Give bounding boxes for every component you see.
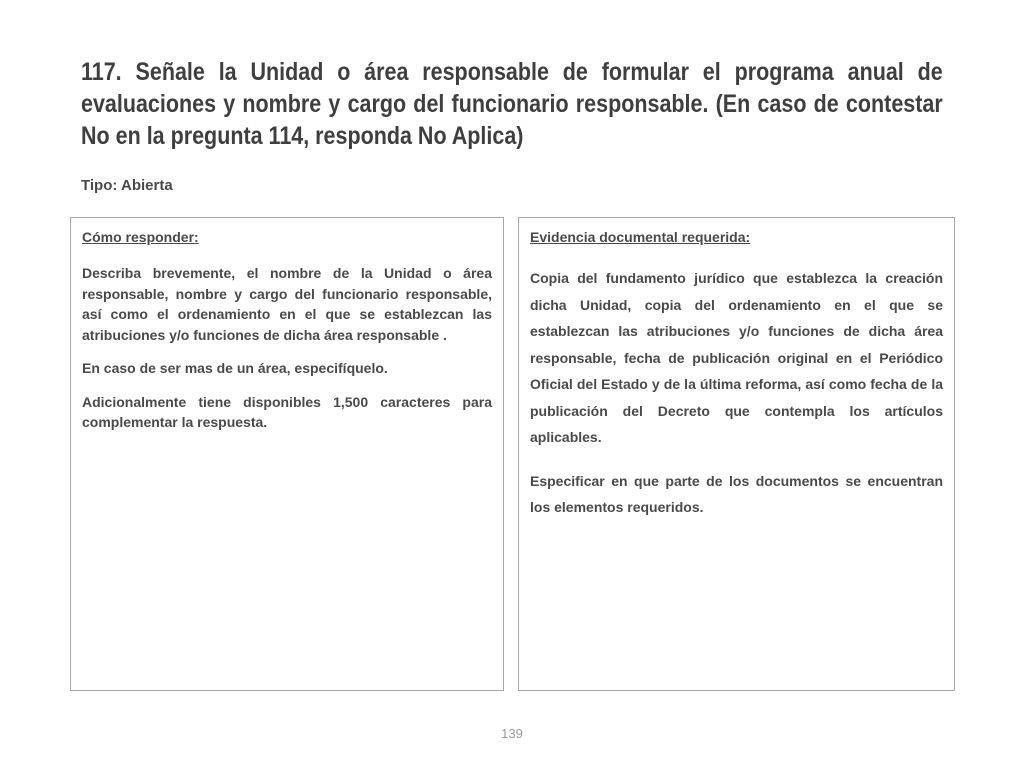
how-to-answer-paragraph: Adicionalmente tiene disponibles 1,500 caracteres para complementar la respuesta.: [82, 393, 492, 430]
how-to-answer-paragraph: Describa brevemente, el nombre de la Unidad o área responsable, nombre y cargo del funcionario responsable, así como el ordenamiento en el que se establezcan las atribuciones y/o funciones de dicha área responsable .: [82, 265, 492, 343]
question-type-label: Tipo: Abierta: [81, 177, 173, 194]
how-to-answer-paragraph: En caso de ser mas de un área, especifíquelo.: [82, 360, 388, 376]
question-title: 117. Señale la Unidad o área responsable de formular el programa anual de evaluaciones y nombre y cargo del funcionario responsable. (En caso de contestar No en la pregunta 114, responda No Aplica): [81, 58, 943, 150]
how-to-answer-panel: [70, 217, 504, 691]
how-to-answer-heading: Cómo responder:: [82, 229, 199, 245]
evidence-paragraph: Especificar en que parte de los documentos se encuentran los elementos requeridos.: [530, 472, 943, 515]
evidence-panel: [518, 217, 955, 691]
evidence-paragraph: Copia del fundamento jurídico que establezca la creación dicha Unidad, copia del ordenamiento en el que se establezcan las atribuciones y/o funciones de dicha área responsable, fecha de publicación original en el Periódico Oficial del Estado y de la última reforma, así como fecha de la publicación del Decreto que contempla los artículos aplicables.: [530, 270, 943, 445]
evidence-heading: Evidencia documental requerida:: [530, 229, 751, 245]
page-number: 139: [501, 726, 523, 741]
